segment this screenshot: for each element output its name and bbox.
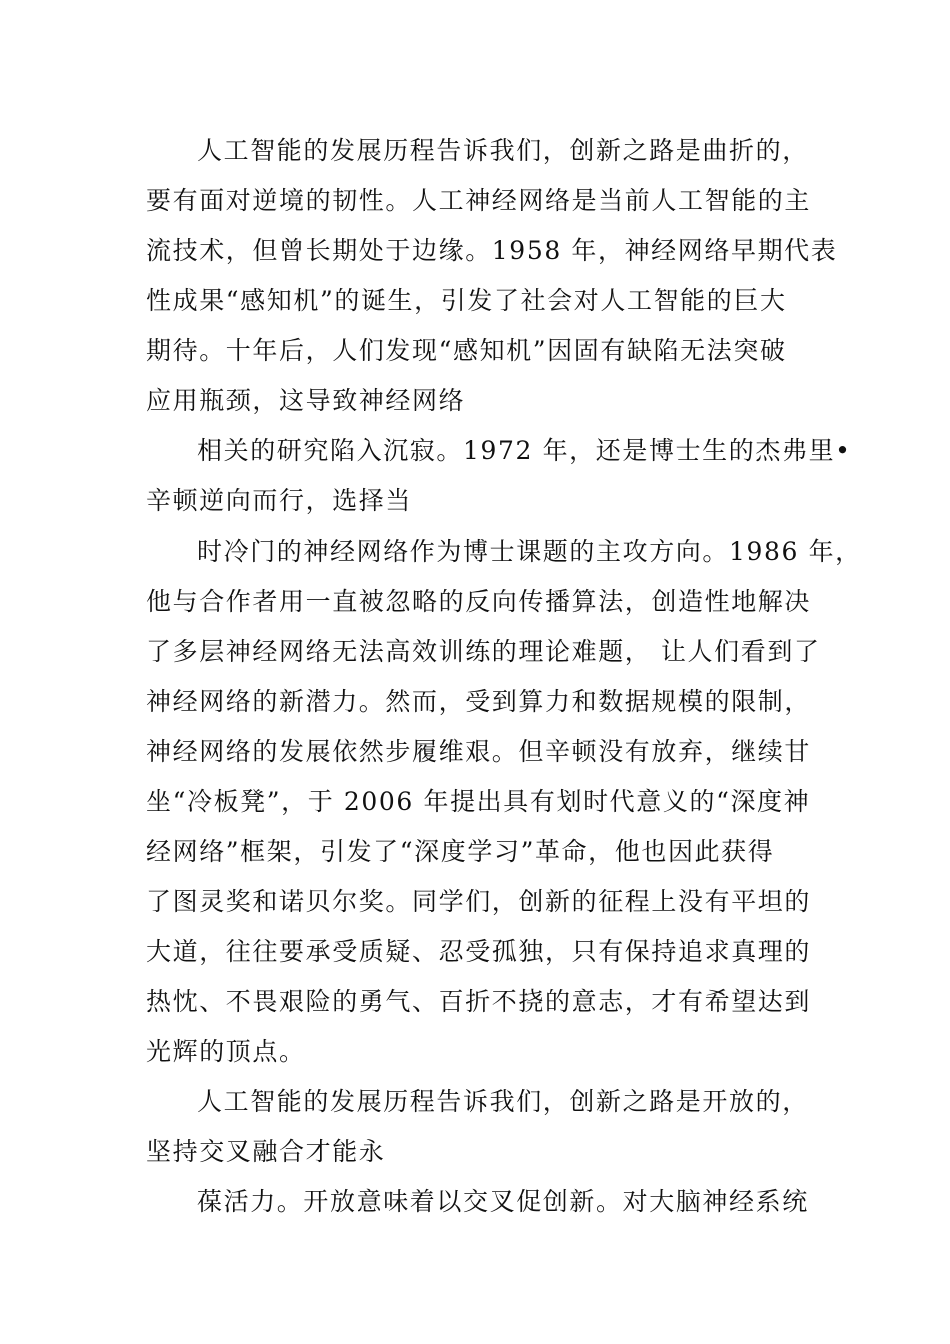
paragraph-3-line-2: 他与合作者用一直被忽略的反向传播算法，创造性地解决 [146,587,812,616]
paragraph-2-line-1: 相关的研究陷入沉寂。1972 年，还是博士生的杰弗里• [197,436,852,465]
paragraph-3-line-10: 热忱、不畏艰险的勇气、百折不挠的意志，才有希望达到 [146,987,812,1016]
paragraph-3-line-5: 神经网络的发展依然步履维艰。但辛顿没有放弃，继续甘 [146,737,812,766]
paragraph-1-line-1: 人工智能的发展历程告诉我们，创新之路是曲折的， [197,136,809,165]
paragraph-1-line-2: 要有面对逆境的韧性。人工神经网络是当前人工智能的主 [146,186,812,215]
paragraph-3-line-9: 大道，往往要承受质疑、忍受孤独，只有保持追求真理的 [146,937,812,966]
paragraph-1-line-3: 流技术，但曾长期处于边缘。1958 年，神经网络早期代表 [146,236,838,265]
paragraph-3-line-4: 神经网络的新潜力。然而，受到算力和数据规模的限制， [146,687,812,716]
paragraph-3-line-7: 经网络”框架，引发了“深度学习”革命，他也因此获得 [146,837,775,866]
paragraph-2-line-2: 辛顿逆向而行，选择当 [146,486,413,515]
paragraph-1-line-4: 性成果“感知机”的诞生，引发了社会对人工智能的巨大 [146,286,787,315]
paragraph-4-line-1: 人工智能的发展历程告诉我们，创新之路是开放的， [197,1087,809,1116]
paragraph-4-line-2: 坚持交叉融合才能永 [146,1137,386,1166]
paragraph-1-line-6: 应用瓶颈，这导致神经网络 [146,386,466,415]
paragraph-1-line-5: 期待。十年后，人们发现“感知机”因固有缺陷无法突破 [146,336,787,365]
paragraph-3-line-8: 了图灵奖和诺贝尔奖。同学们，创新的征程上没有平坦的 [146,887,812,916]
paragraph-3-line-11: 光辉的顶点。 [146,1037,306,1066]
paragraph-5-line-1: 葆活力。开放意味着以交叉促创新。对大脑神经系统 [197,1187,809,1216]
paragraph-3-line-3: 了多层神经网络无法高效训练的理论难题， 让人们看到了 [146,637,821,666]
paragraph-3-line-1: 时冷门的神经网络作为博士课题的主攻方向。1986 年， [197,537,862,566]
paragraph-3-line-6: 坐“冷板凳”，于 2006 年提出具有划时代意义的“深度神 [146,787,811,816]
